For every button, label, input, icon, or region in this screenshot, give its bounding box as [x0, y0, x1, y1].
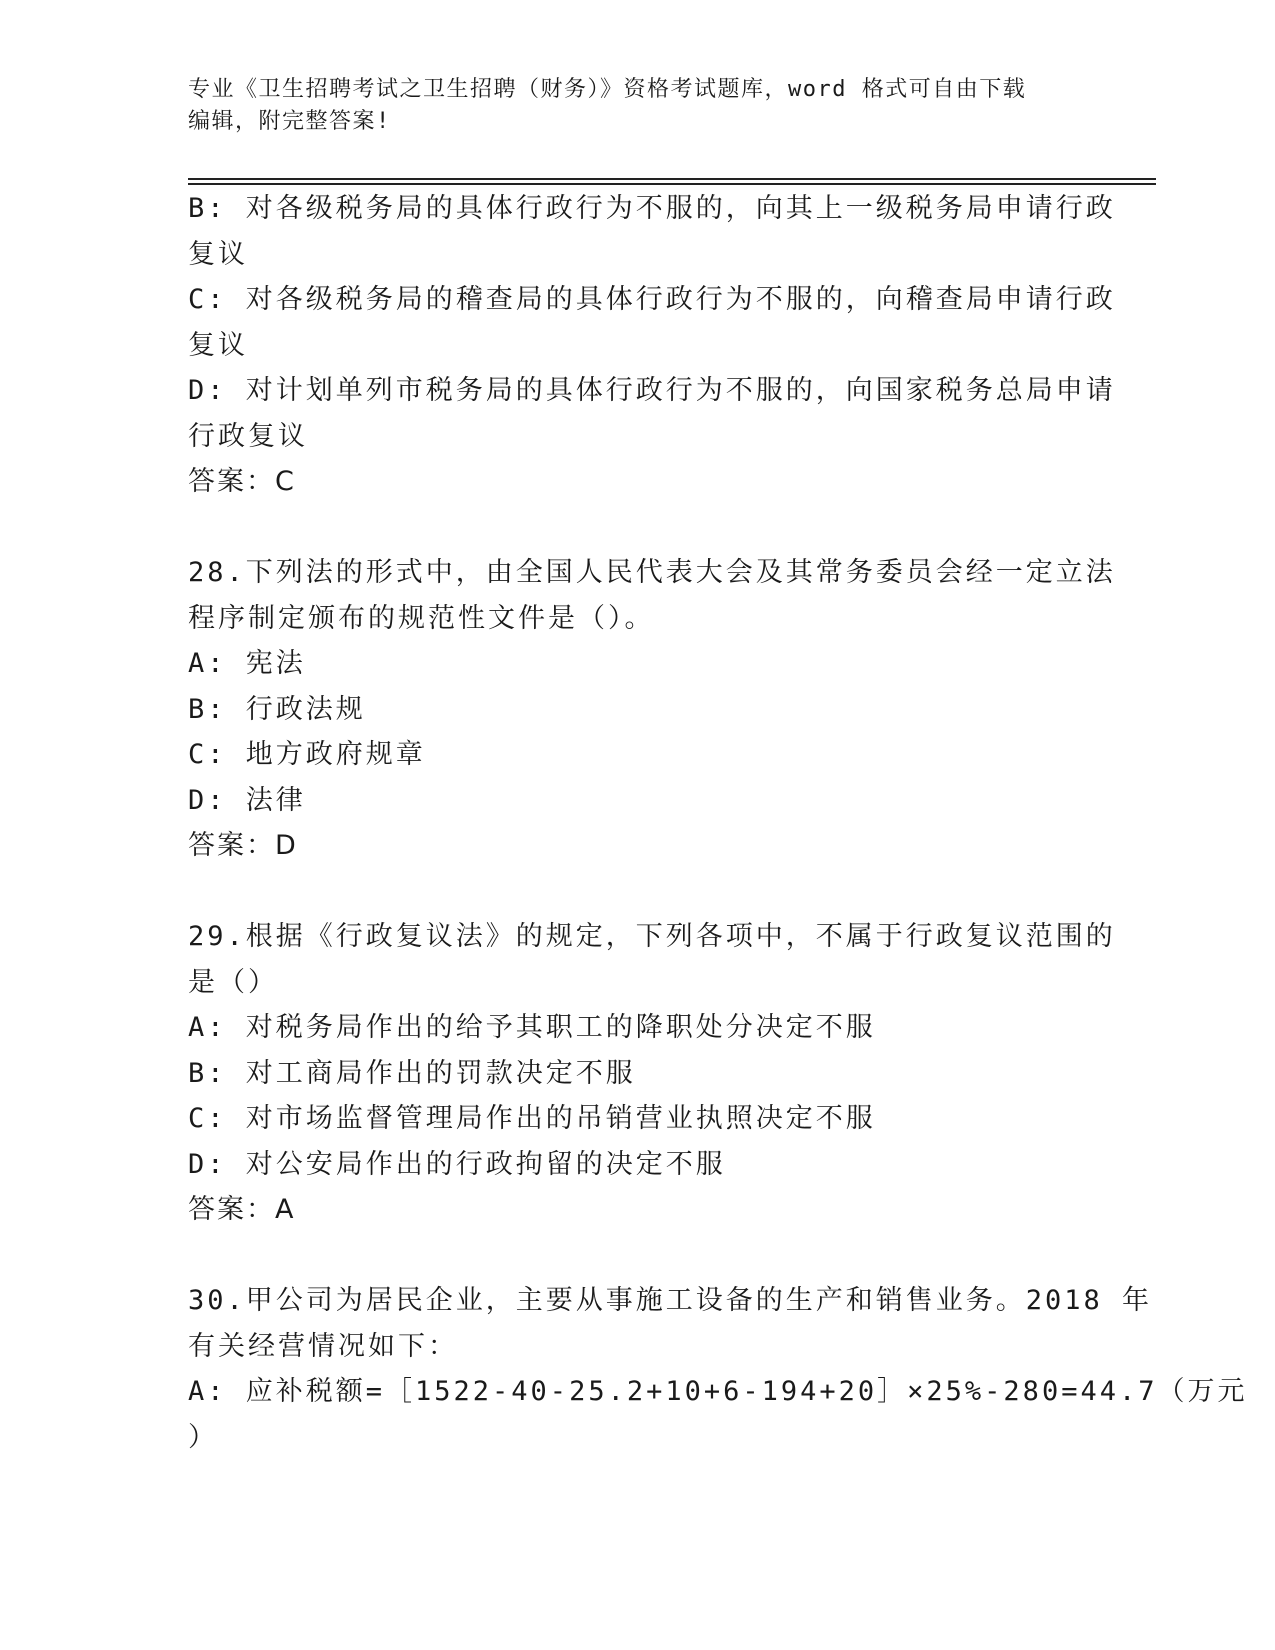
- question-30-stem-line-2: 有关经营情况如下：: [188, 1330, 458, 1362]
- question-content: [188, 186, 1248, 1460]
- question-28-option-d: D: 法律: [188, 784, 306, 816]
- question-29-option-c: C: 对市场监督管理局作出的吊销营业执照决定不服: [188, 1103, 876, 1134]
- question-29-block: [188, 914, 1116, 1233]
- question-28-option-b: B: 行政法规: [188, 693, 366, 725]
- question-29-stem-line-2: 是（）: [188, 966, 278, 998]
- header-divider-bottom: [188, 183, 1156, 185]
- header-line-2: 编辑，附完整答案!: [188, 109, 391, 134]
- option-c-line-1: C: 对各级税务局的稽查局的具体行政行为不服的，向稽查局申请行政: [188, 284, 1116, 315]
- option-b-line-2: 复议: [188, 238, 248, 270]
- option-d-line-2: 行政复议: [188, 420, 308, 452]
- header-line-1: 专业《卫生招聘考试之卫生招聘（财务）》资格考试题库，word 格式可自由下载: [188, 77, 1027, 102]
- question-28-stem-line-1: 28.下列法的形式中，由全国人民代表大会及其常务委员会经一定立法: [188, 557, 1116, 588]
- question-30-option-a-line-1: A: 应补税额=［1522-40-25.2+10+6-194+20］×25%-280=44.7（万元: [188, 1376, 1248, 1407]
- previous-question-block: [188, 186, 1116, 505]
- document-header: [188, 74, 1088, 138]
- option-b-line-1: B: 对各级税务局的具体行政行为不服的，向其上一级税务局申请行政: [188, 193, 1116, 224]
- question-28-option-c: C: 地方政府规章: [188, 739, 426, 770]
- question-29-stem-line-1: 29.根据《行政复议法》的规定，下列各项中，不属于行政复议范围的: [188, 921, 1116, 952]
- question-28-option-a: A: 宪法: [188, 648, 306, 679]
- header-divider-top: [188, 178, 1156, 180]
- question-30-option-a-line-2: ）: [188, 1421, 218, 1453]
- question-28-stem-line-2: 程序制定颁布的规范性文件是（）。: [188, 602, 655, 634]
- spacer: [188, 869, 1088, 915]
- option-c-line-2: 复议: [188, 329, 248, 361]
- question-28-block: [188, 550, 1116, 869]
- question-28-answer: 答案：D: [188, 830, 298, 861]
- option-d-line-1: D: 对计划单列市税务局的具体行政行为不服的，向国家税务总局申请: [188, 375, 1116, 406]
- spacer: [188, 1233, 1088, 1279]
- question-29-option-b: B: 对工商局作出的罚款决定不服: [188, 1057, 636, 1089]
- question-30-block: [188, 1278, 1248, 1460]
- question-30-stem-line-1: 30.甲公司为居民企业，主要从事施工设备的生产和销售业务。2018 年: [188, 1285, 1153, 1316]
- question-29-option-a: A: 对税务局作出的给予其职工的降职处分决定不服: [188, 1012, 876, 1043]
- question-29-option-d: D: 对公安局作出的行政拘留的决定不服: [188, 1148, 726, 1180]
- spacer: [188, 505, 1088, 551]
- answer-line: 答案：C: [188, 466, 296, 497]
- question-29-answer: 答案：A: [188, 1194, 296, 1225]
